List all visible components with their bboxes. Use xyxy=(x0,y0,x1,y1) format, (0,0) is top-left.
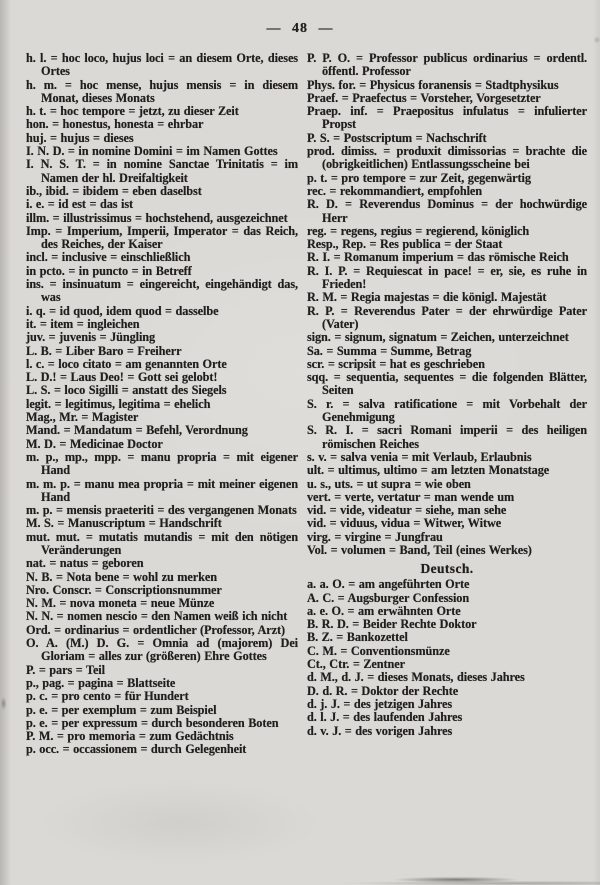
abbr-entry: R. P. = Reverendus Pater = der ehrwürdige Pater (Vater) xyxy=(307,303,587,331)
abbr-entry: R. I. P. = Requiescat in pace! = er, sie, es ruhe in Frieden! xyxy=(307,263,587,292)
abbr-entry: Praep. inf. = Praepositus infulatus = infulierter Propst xyxy=(307,104,587,132)
abbr-entry: N. N. = nomen nescio = den Namen weiß ich nicht xyxy=(26,609,288,624)
abbr-entry: p. e. = per exemplum = zum Beispiel xyxy=(26,702,217,717)
abbr-entry: i. e. = id est = das ist xyxy=(26,197,134,212)
abbr-entry: A. C. = Augsburger Confession xyxy=(307,590,470,605)
abbr-entry: m. m. p. = manu mea propria = mit meiner eigenen Hand xyxy=(26,476,298,504)
right-column xyxy=(307,52,587,757)
abbr-entry: L. S. = loco Sigilli = anstatt des Siegels xyxy=(26,383,227,398)
abbr-entry: it. = item = ingleichen xyxy=(26,316,140,331)
abbr-entry: d. M., d. J. = dieses Monats, dieses Jahres xyxy=(307,670,525,685)
abbr-entry: I. N. D. = in nomine Domini = im Namen Gottes xyxy=(26,144,278,159)
abbr-entry: Vol. = volumen = Band, Teil (eines Werkes) xyxy=(307,542,532,557)
abbr-entry: R. I. = Romanum imperium = das römische Reich xyxy=(307,250,569,265)
abbr-entry: P. P. O. = Professor publicus ordinarius = ordentl. öffentl. Professor xyxy=(307,51,587,79)
german-entries xyxy=(307,578,587,738)
abbr-entry: p. c. = pro cento = für Hundert xyxy=(26,689,189,704)
abbr-entry: mut. mut. = mutatis mutandis = mit den nötigen Veränderungen xyxy=(26,529,298,557)
abbr-entry: Nro. Conscr. = Conscriptionsnummer xyxy=(26,582,222,597)
abbr-entry: Mag., Mr. = Magister xyxy=(26,410,139,425)
abbr-entry: N. B. = Nota bene = wohl zu merken xyxy=(26,569,217,584)
abbr-entry: ult. = ultimus, ultimo = am letzten Monatstage xyxy=(307,463,550,478)
abbr-entry: M. S. = Manuscriptum = Handschrift xyxy=(26,516,222,531)
abbr-entry: s. v. = salva venia = mit Verlaub, Erlaubnis xyxy=(307,449,532,464)
abbr-entry: p. t. = pro tempore = zur Zeit, gegenwärtig xyxy=(307,170,531,185)
abbr-entry: p. occ. = occassionem = durch Gelegenheit xyxy=(26,742,247,757)
abbr-entry: ib., ibid. = ibidem = eben daselbst xyxy=(26,183,202,198)
abbr-entry: Sa. = Summa = Summe, Betrag xyxy=(307,343,472,358)
latin-entries-right xyxy=(307,52,587,557)
abbr-entry: L. B. = Liber Baro = Freiherr xyxy=(26,343,182,358)
abbr-entry: S. R. I. = sacri Romani imperii = des heiligen römischen Reiches xyxy=(307,423,587,451)
two-column-text-block xyxy=(0,37,600,757)
abbr-entry: reg. = regens, regius = regierend, königlich xyxy=(307,223,530,238)
abbr-entry: C. M. = Conventionsmünze xyxy=(307,643,450,658)
abbr-entry: D. d. R. = Doktor der Rechte xyxy=(307,683,459,698)
abbr-entry: R. D. = Reverendus Dominus = der hochwürdige Herr xyxy=(307,197,587,225)
abbr-entry: ins. = insinuatum = eingereicht, eingehändigt das, was xyxy=(26,277,298,305)
abbr-entry: vert. = verte, vertatur = man wende um xyxy=(307,489,515,504)
abbr-entry: sign. = signum, signatum = Zeichen, unterzeichnet xyxy=(307,330,569,345)
abbr-entry: a. a. O. = am angeführten Orte xyxy=(307,577,470,592)
abbr-entry: P. M. = pro memoria = zum Gedächtnis xyxy=(26,729,234,744)
abbr-entry: M. D. = Medicinae Doctor xyxy=(26,436,163,451)
abbr-entry: hon. = honestus, honesta = ehrbar xyxy=(26,117,204,132)
abbr-entry: N. M. = nova moneta = neue Münze xyxy=(26,596,215,611)
abbr-entry: u. s., uts. = ut supra = wie oben xyxy=(307,476,471,491)
abbr-entry: d. j. J. = des jetzigen Jahres xyxy=(307,696,453,711)
abbr-entry: d. v. J. = des vorigen Jahres xyxy=(307,723,453,738)
abbr-entry: l. c. = loco citato = am genannten Orte xyxy=(26,356,227,371)
abbr-entry: juv. = juvenis = Jüngling xyxy=(26,330,156,345)
abbr-entry: d. l. J. = des laufenden Jahres xyxy=(307,710,463,725)
abbr-entry: Ord. = ordinarius = ordentlicher (Professor, Arzt) xyxy=(26,622,285,637)
abbr-entry: I. N. S. T. = in nomine Sanctae Trinitatis = im Namen der hl. Dreifaltigkeit xyxy=(26,157,298,185)
abbr-entry: P. = pars = Teil xyxy=(26,662,105,677)
abbr-entry: vid. = viduus, vidua = Witwer, Witwe xyxy=(307,516,502,531)
abbr-entry: incl. = inclusive = einschließlich xyxy=(26,250,191,265)
abbr-entry: B. Z. = Bankozettel xyxy=(307,630,408,645)
abbr-entry: vid. = vide, videatur = siehe, man sehe xyxy=(307,503,507,518)
abbr-entry: nat. = natus = geboren xyxy=(26,556,144,571)
page-number: — 48 — xyxy=(266,21,334,36)
abbr-entry: m. p. = mensis praeteriti = des vergangenen Monats xyxy=(26,503,297,518)
abbr-entry: h. l. = hoc loco, hujus loci = an diesem Orte, dieses Ortes xyxy=(26,51,298,79)
abbr-entry: Phys. for. = Physicus foranensis = Stadtphysikus xyxy=(307,77,559,92)
abbr-entry: huj. = hujus = dieses xyxy=(26,130,134,145)
abbr-entry: m. p., mp., mpp. = manu propria = mit eigener Hand xyxy=(26,449,298,478)
abbr-entry: virg. = virgine = Jungfrau xyxy=(307,529,443,544)
left-column xyxy=(26,52,298,757)
abbr-entry: P. S. = Postscriptum = Nachschrift xyxy=(307,130,487,145)
abbr-entry: p. e. = per expressum = durch besonderen Boten xyxy=(26,715,279,730)
abbr-entry: scr. = scripsit = hat es geschrieben xyxy=(307,356,485,371)
abbr-entry: Praef. = Praefectus = Vorsteher, Vorgesetzter xyxy=(307,90,541,105)
abbr-entry: L. D.! = Laus Deo! = Gott sei gelobt! xyxy=(26,370,218,385)
abbr-entry: in pcto. = in puncto = in Betreff xyxy=(26,263,192,278)
abbr-entry: O. A. (M.) D. G. = Omnia ad (majorem) Dei Gloriam = alles zur (größeren) Ehre Gottes xyxy=(26,636,298,664)
abbr-entry: p., pag. = pagina = Blattseite xyxy=(26,675,176,690)
abbr-entry: rec. = rekommandiert, empfohlen xyxy=(307,183,482,198)
section-heading-deutsch: Deutsch. xyxy=(420,561,474,577)
abbr-entry: a. e. O. = am erwähnten Orte xyxy=(307,603,461,618)
abbr-entry: R. M. = Regia majestas = die königl. Majestät xyxy=(307,290,547,305)
abbr-entry: h. t. = hoc tempore = jetzt, zu dieser Zeit xyxy=(26,104,239,119)
abbr-entry: Resp., Rep. = Res publica = der Staat xyxy=(307,237,503,252)
abbr-entry: B. R. D. = Beider Rechte Doktor xyxy=(307,617,477,632)
abbr-entry: i. q. = id quod, idem quod = dasselbe xyxy=(26,303,219,318)
abbr-entry: sqq. = sequentia, sequentes = die folgenden Blätter, Seiten xyxy=(307,370,587,398)
abbr-entry: legit. = legitimus, legitima = ehelich xyxy=(26,396,211,411)
abbr-entry: Imp. = Imperium, Imperii, Imperator = das Reich, des Reiches, der Kaiser xyxy=(26,223,298,252)
abbr-entry: illm. = illustrissimus = hochstehend, ausgezeichnet xyxy=(26,210,288,225)
abbr-entry: Ct., Ctr. = Zentner xyxy=(307,657,405,672)
abbr-entry: Mand. = Mandatum = Befehl, Verordnung xyxy=(26,423,248,438)
abbr-entry: S. r. = salva ratificatione = mit Vorbehalt der Genehmigung xyxy=(307,396,587,425)
abbr-entry: prod. dimiss. = produxit dimissorias = brachte die (obrigkeitlichen) Entlassungsscheine bei xyxy=(307,144,587,172)
abbr-entry: h. m. = hoc mense, hujus mensis = in diesem Monat, dieses Monats xyxy=(26,77,298,105)
